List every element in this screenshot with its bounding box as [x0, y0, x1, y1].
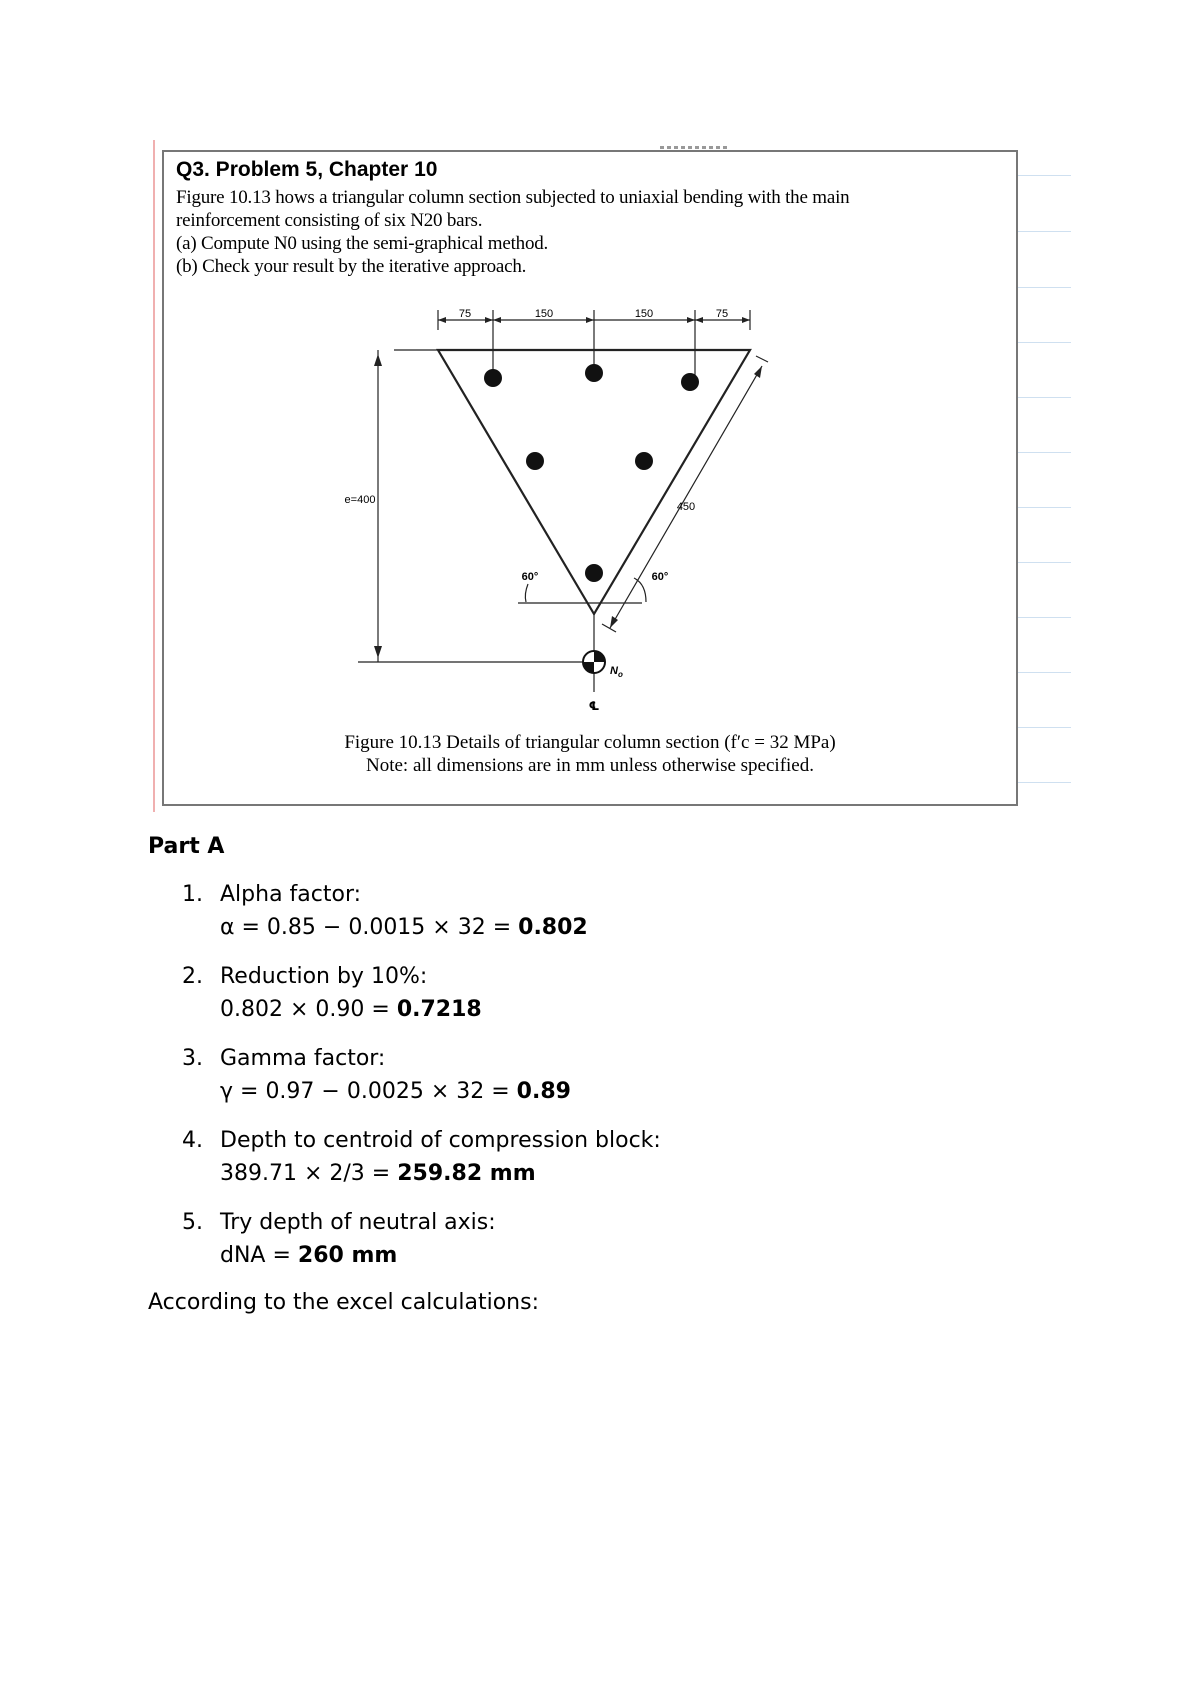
question-line: (b) Check your result by the iterative approach.: [176, 256, 527, 277]
step-label: Depth to centroid of compression block:: [220, 1128, 661, 1153]
bar: [585, 364, 603, 382]
step-result: 0.89: [516, 1079, 571, 1104]
bar: [635, 452, 653, 470]
notebook-rule: [1013, 397, 1071, 398]
dim-150-right: 150: [634, 308, 654, 320]
load-label: [610, 665, 623, 679]
step-item: [148, 1206, 661, 1272]
height-dimension: [358, 350, 594, 662]
triangular-section-diagram: [164, 152, 1020, 808]
bar: [681, 373, 699, 391]
bar: [585, 564, 603, 582]
bar: [484, 369, 502, 387]
dim-75-right: 75: [715, 308, 729, 320]
figure-note: Note: all dimensions are in mm unless otherwise specified.: [366, 755, 814, 776]
closing-text: According to the excel calculations:: [148, 1290, 539, 1315]
step-number: 4.: [182, 1128, 203, 1153]
load-subscript: o: [617, 670, 623, 679]
load-centroid-symbol: [583, 614, 605, 692]
step-item: [148, 1042, 661, 1108]
notebook-rule: [1013, 175, 1071, 176]
step-result: 259.82 mm: [397, 1161, 536, 1186]
question-line: (a) Compute N0 using the semi-graphical method.: [176, 233, 549, 254]
centreline-symbol: ℄: [588, 699, 600, 713]
bar: [526, 452, 544, 470]
step-formula: [220, 1157, 661, 1190]
step-item: [148, 960, 661, 1026]
notebook-rule: [1013, 231, 1071, 232]
step-formula: [220, 1239, 661, 1272]
step-result: 260 mm: [297, 1243, 398, 1268]
notebook-rule: [1013, 507, 1071, 508]
question-line: reinforcement consisting of six N20 bars.: [176, 210, 483, 231]
step-expression: γ = 0.97 − 0.0025 × 32 =: [220, 1079, 517, 1104]
step-number: 2.: [182, 964, 203, 989]
notebook-rule: [1013, 727, 1071, 728]
notebook-margin-line: [153, 140, 155, 812]
dim-75-left: 75: [458, 308, 472, 320]
calculation-steps: [148, 878, 661, 1288]
step-label: Reduction by 10%:: [220, 964, 428, 989]
step-number: 3.: [182, 1046, 203, 1071]
notebook-rule: [1013, 782, 1071, 783]
side-dimension: [602, 356, 768, 632]
step-result: 0.7218: [396, 997, 482, 1022]
notebook-rule: [1013, 287, 1071, 288]
dim-150-left: 150: [534, 308, 554, 320]
step-item: [148, 1124, 661, 1190]
part-a-heading: Part A: [148, 834, 225, 859]
dim-side-450: 450: [676, 501, 696, 513]
dim-eccentricity: e=400: [344, 494, 376, 506]
step-label: Gamma factor:: [220, 1046, 386, 1071]
reinforcement-bars: [484, 364, 699, 582]
step-expression: dNA =: [220, 1243, 298, 1268]
question-title: Q3. Problem 5, Chapter 10: [176, 158, 438, 181]
notebook-rule: [1013, 562, 1071, 563]
step-item: [148, 878, 661, 944]
step-label: Try depth of neutral axis:: [220, 1210, 496, 1235]
notebook-rule: [1013, 617, 1071, 618]
step-expression: 0.802 × 0.90 =: [220, 997, 397, 1022]
step-number: 5.: [182, 1210, 203, 1235]
notebook-rule: [1013, 452, 1071, 453]
step-expression: α = 0.85 − 0.0015 × 32 =: [220, 915, 519, 940]
problem-figure: [162, 150, 1018, 806]
notebook-rule: [1013, 342, 1071, 343]
step-result: 0.802: [518, 915, 588, 940]
angle-left-label: 60°: [521, 571, 539, 583]
question-line: Figure 10.13 hows a triangular column section subjected to uniaxial bending with the main: [176, 187, 850, 208]
angle-right-label: 60°: [651, 571, 669, 583]
scan-artifact: [660, 146, 730, 149]
step-expression: 389.71 × 2/3 =: [220, 1161, 398, 1186]
step-formula: [220, 911, 661, 944]
figure-caption: Figure 10.13 Details of triangular column section (f′c = 32 MPa): [344, 732, 836, 753]
step-formula: [220, 1075, 661, 1108]
step-formula: [220, 993, 661, 1026]
step-label: Alpha factor:: [220, 882, 362, 907]
load-symbol: N: [610, 665, 618, 677]
step-number: 1.: [182, 882, 203, 907]
notebook-rule: [1013, 672, 1071, 673]
